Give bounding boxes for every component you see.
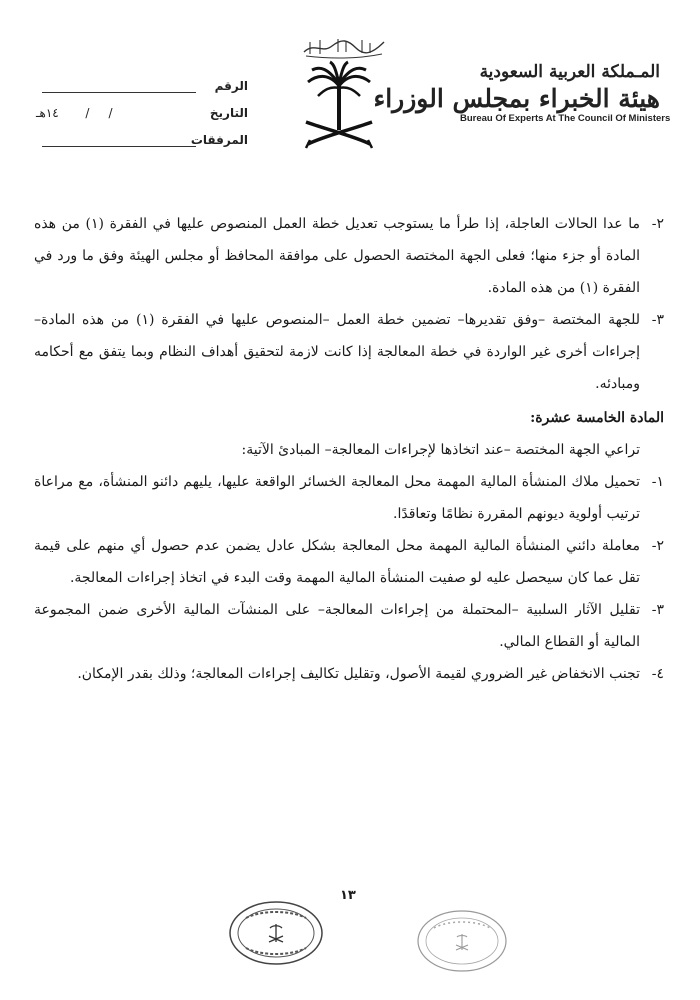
palm-swords-emblem-icon [300, 60, 378, 152]
attachments-line [42, 132, 196, 147]
item-text: تجنب الانخفاض غير الضروري لقيمة الأصول، وتقليل تكاليف إجراءات المعالجة؛ وذلك بقدر الإمكان. [77, 666, 640, 682]
item-text: تقليل الآثار السلبية –المحتملة من إجراءات المعالجة– على المنشآت المالية الأخرى ضمن المجموعة المالية أو القطاع المالي. [34, 602, 640, 650]
date-value: ١٤هـ / / [36, 106, 113, 120]
item-text: تحميل ملاك المنشأة المالية المهمة محل المعالجة الخسائر الواقعة عليها، يليهم دائنو المنشأة، مع مراعاة ترتيب أولوية ديونهم المقررة نظامًا وتعاقدًا. [34, 474, 640, 522]
item-text: معاملة دائني المنشأة المالية المهمة محل المعالجة بشكل عادل يضمن عدم حصول أي منهم على قيمة تقل عما كان سيحصل عليه لو صفيت المنشأة المالية المهمة وقت البدء في اتخاذ إجراءات المعالجة. [34, 538, 640, 586]
item-number: ٢- [651, 538, 664, 554]
page-number: ١٣ [340, 888, 356, 903]
date-field [36, 93, 248, 120]
item-number: ١- [651, 474, 664, 490]
principle-item [34, 466, 664, 530]
item-number: ٤- [651, 666, 664, 682]
basmala-calligraphy [300, 34, 388, 60]
kingdom-name: المـملكة العربية السعودية [479, 62, 660, 82]
item-text: للجهة المختصة –وفق تقديرها– تضمين خطة العمل –المنصوص عليها في الفقرة (١) من هذه المادة– إجراءات أخرى غير الواردة في خطة المعالجة إذا كانت لازمة لتحقيق أهداف النظام وبما يتفق مع أحكامه ومبادئه. [34, 312, 640, 392]
number-field [36, 66, 248, 93]
item-number: ٣- [651, 602, 664, 618]
bureau-name-arabic: هيئة الخبراء بمجلس الوزراء [373, 84, 660, 113]
official-seal-stamp-icon [226, 898, 326, 968]
attachments-label: المرفقات [190, 133, 248, 147]
principle-item [34, 658, 664, 690]
article-intro: تراعي الجهة المختصة –عند اتخاذها لإجراءات المعالجة– المبادئ الآتية: [241, 442, 640, 458]
document-body [34, 208, 664, 690]
reference-fields [36, 66, 248, 147]
paragraph-item [34, 304, 664, 400]
item-number: ٢- [651, 216, 664, 232]
principle-item [34, 594, 664, 658]
official-seal-stamp-icon [412, 906, 512, 976]
item-number: ٣- [651, 312, 664, 328]
number-line [42, 78, 196, 93]
letterhead [373, 62, 671, 124]
date-label: التاريخ [209, 106, 248, 120]
item-text: ما عدا الحالات العاجلة، إذا طرأ ما يستوجب تعديل خطة العمل المنصوص عليها في الفقرة (١) من هذه المادة أو جزء منها؛ فعلى الجهة المختصة الحصول على موافقة المحافظ أو مجلس الهيئة وفق ما ورد في الفقرة (١) من هذه المادة. [34, 216, 640, 296]
attachments-field [36, 120, 248, 147]
paragraph-item [34, 208, 664, 304]
number-label: الرقم [214, 79, 248, 93]
bureau-name-english: Bureau Of Experts At The Council Of Ministers [460, 113, 671, 124]
principle-item [34, 530, 664, 594]
article-heading: المادة الخامسة عشرة: [530, 410, 664, 426]
